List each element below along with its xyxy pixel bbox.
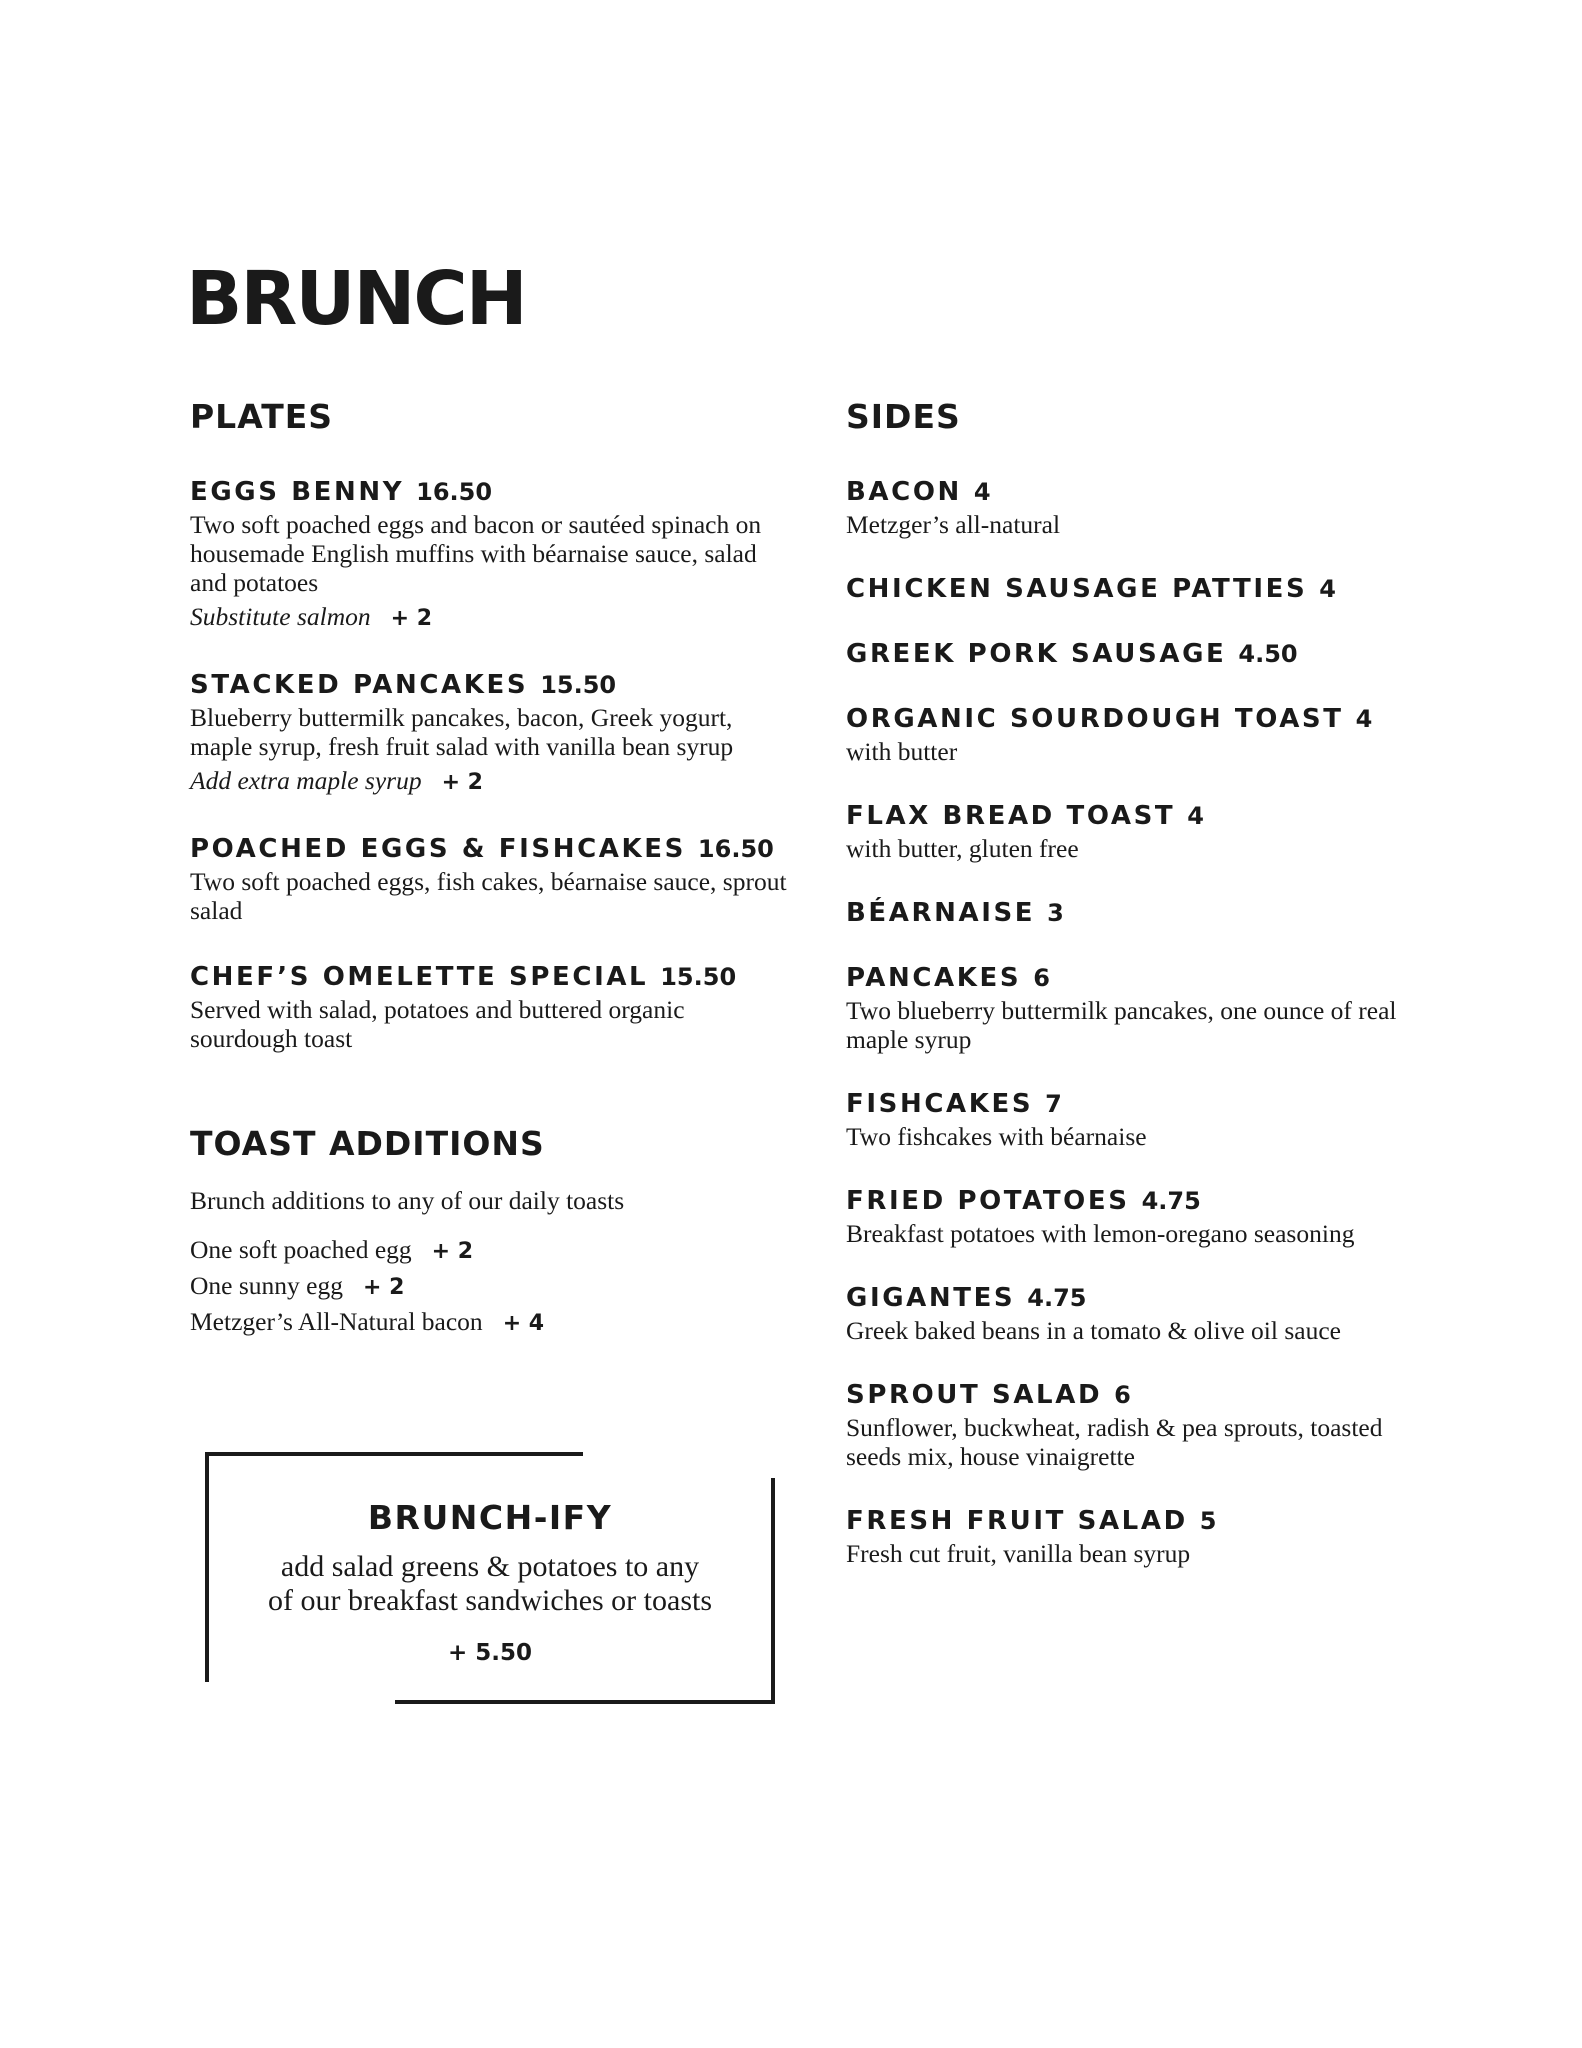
side-name: GIGANTES bbox=[846, 1283, 1016, 1313]
side-item bbox=[846, 1380, 1406, 1471]
plate-name: EGGS BENNY bbox=[190, 477, 405, 507]
side-item bbox=[846, 1186, 1406, 1248]
side-price: 4 bbox=[973, 478, 991, 506]
side-item bbox=[846, 477, 1406, 539]
plates-heading: PLATES bbox=[190, 397, 334, 436]
side-item bbox=[846, 639, 1406, 669]
side-price: 6 bbox=[1114, 1381, 1131, 1409]
side-description: with butter bbox=[846, 737, 958, 766]
side-description: with butter, gluten free bbox=[846, 834, 1079, 863]
brunchify-text-line1: add salad greens & potatoes to any bbox=[280, 1550, 700, 1583]
list-item bbox=[190, 1269, 790, 1305]
plate-price: 16.50 bbox=[697, 835, 774, 863]
brunchify-heading: BRUNCH-IFY bbox=[367, 1498, 613, 1537]
side-name: BÉARNAISE bbox=[846, 898, 1036, 928]
side-name: FRESH FRUIT SALAD bbox=[846, 1506, 1188, 1536]
toast-addition-name: One sunny egg bbox=[190, 1271, 343, 1300]
plate-item bbox=[190, 834, 790, 925]
left-column bbox=[190, 397, 790, 1341]
toast-addition-name: Metzger’s All-Natural bacon bbox=[190, 1307, 483, 1336]
side-description: Fresh cut fruit, vanilla bean syrup bbox=[846, 1539, 1191, 1568]
plate-price: 15.50 bbox=[540, 671, 617, 699]
side-description: Breakfast potatoes with lemon-oregano seasoning bbox=[846, 1219, 1355, 1248]
page-title: BRUNCH bbox=[186, 256, 526, 342]
plate-price: 15.50 bbox=[660, 963, 737, 991]
side-price: 4 bbox=[1187, 802, 1204, 830]
plate-name: CHEF’S OMELETTE SPECIAL bbox=[190, 962, 649, 992]
side-item bbox=[846, 1283, 1406, 1345]
plate-extra: Add extra maple syrup bbox=[190, 766, 422, 795]
right-column bbox=[846, 397, 1406, 1603]
side-price: 4.75 bbox=[1027, 1284, 1087, 1312]
plate-description: Two soft poached eggs and bacon or sautéed spinach on housemade English muffins with béarnaise sauce, salad and potatoes bbox=[190, 510, 762, 597]
side-price: 4.50 bbox=[1238, 640, 1298, 668]
toast-addition-price: + 4 bbox=[502, 1311, 545, 1336]
side-description: Sunflower, buckwheat, radish & pea sprouts, toasted seeds mix, house vinaigrette bbox=[846, 1413, 1383, 1471]
side-price: 4 bbox=[1319, 575, 1336, 603]
brunchify-text-line2: of our breakfast sandwiches or toasts bbox=[267, 1584, 713, 1617]
side-price: 5 bbox=[1199, 1507, 1217, 1535]
box-border-bottom bbox=[395, 1700, 775, 1704]
plate-extra: Substitute salmon bbox=[190, 602, 371, 631]
side-item bbox=[846, 1506, 1406, 1568]
side-price: 4.75 bbox=[1141, 1187, 1201, 1215]
plate-item bbox=[190, 670, 790, 797]
side-name: BACON bbox=[846, 477, 962, 507]
plate-item bbox=[190, 962, 790, 1053]
plate-name: STACKED PANCAKES bbox=[190, 670, 529, 700]
side-item bbox=[846, 704, 1406, 766]
side-price: 4 bbox=[1355, 705, 1373, 733]
side-name: ORGANIC SOURDOUGH TOAST bbox=[846, 704, 1344, 734]
toast-addition-name: One soft poached egg bbox=[190, 1235, 412, 1264]
side-description: Metzger’s all-natural bbox=[846, 510, 1061, 539]
plate-extra-price: + 2 bbox=[390, 606, 433, 631]
side-name: FISHCAKES bbox=[846, 1089, 1034, 1119]
toast-addition-price: + 2 bbox=[362, 1275, 405, 1300]
plate-name: POACHED EGGS & FISHCAKES bbox=[190, 834, 686, 864]
side-price: 6 bbox=[1033, 964, 1050, 992]
box-border-top bbox=[205, 1452, 583, 1456]
side-price: 7 bbox=[1045, 1090, 1062, 1118]
plate-extra-price: + 2 bbox=[441, 770, 483, 795]
side-name: SPROUT SALAD bbox=[846, 1380, 1103, 1410]
plate-price: 16.50 bbox=[416, 478, 493, 506]
plate-description: Blueberry buttermilk pancakes, bacon, Greek yogurt, maple syrup, fresh fruit salad with vanilla bean syrup bbox=[190, 703, 734, 761]
side-description: Two blueberry buttermilk pancakes, one ounce of real maple syrup bbox=[846, 996, 1397, 1054]
side-item bbox=[846, 801, 1406, 863]
side-description: Two fishcakes with béarnaise bbox=[846, 1122, 1147, 1151]
sides-heading: SIDES bbox=[846, 397, 961, 436]
side-name: FLAX BREAD TOAST bbox=[846, 801, 1176, 831]
toast-intro: Brunch additions to any of our daily toasts bbox=[190, 1186, 625, 1215]
side-price: 3 bbox=[1047, 899, 1064, 927]
side-item bbox=[846, 898, 1406, 928]
plate-description: Served with salad, potatoes and buttered organic sourdough toast bbox=[190, 995, 685, 1053]
plate-item bbox=[190, 477, 790, 633]
list-item bbox=[190, 1305, 790, 1341]
side-name: PANCAKES bbox=[846, 963, 1022, 993]
side-name: CHICKEN SAUSAGE PATTIES bbox=[846, 574, 1308, 604]
side-item bbox=[846, 1089, 1406, 1151]
brunchify-box bbox=[205, 1452, 775, 1702]
side-item bbox=[846, 963, 1406, 1054]
plate-description: Two soft poached eggs, fish cakes, béarnaise sauce, sprout salad bbox=[190, 867, 787, 925]
toast-addition-price: + 2 bbox=[431, 1239, 474, 1264]
list-item bbox=[190, 1233, 790, 1269]
toast-additions-heading: TOAST ADDITIONS bbox=[190, 1124, 545, 1163]
side-name: FRIED POTATOES bbox=[846, 1186, 1130, 1216]
brunchify-price: + 5.50 bbox=[447, 1640, 533, 1666]
side-item bbox=[846, 574, 1406, 604]
side-description: Greek baked beans in a tomato & olive oil sauce bbox=[846, 1316, 1341, 1345]
side-name: GREEK PORK SAUSAGE bbox=[846, 639, 1227, 669]
